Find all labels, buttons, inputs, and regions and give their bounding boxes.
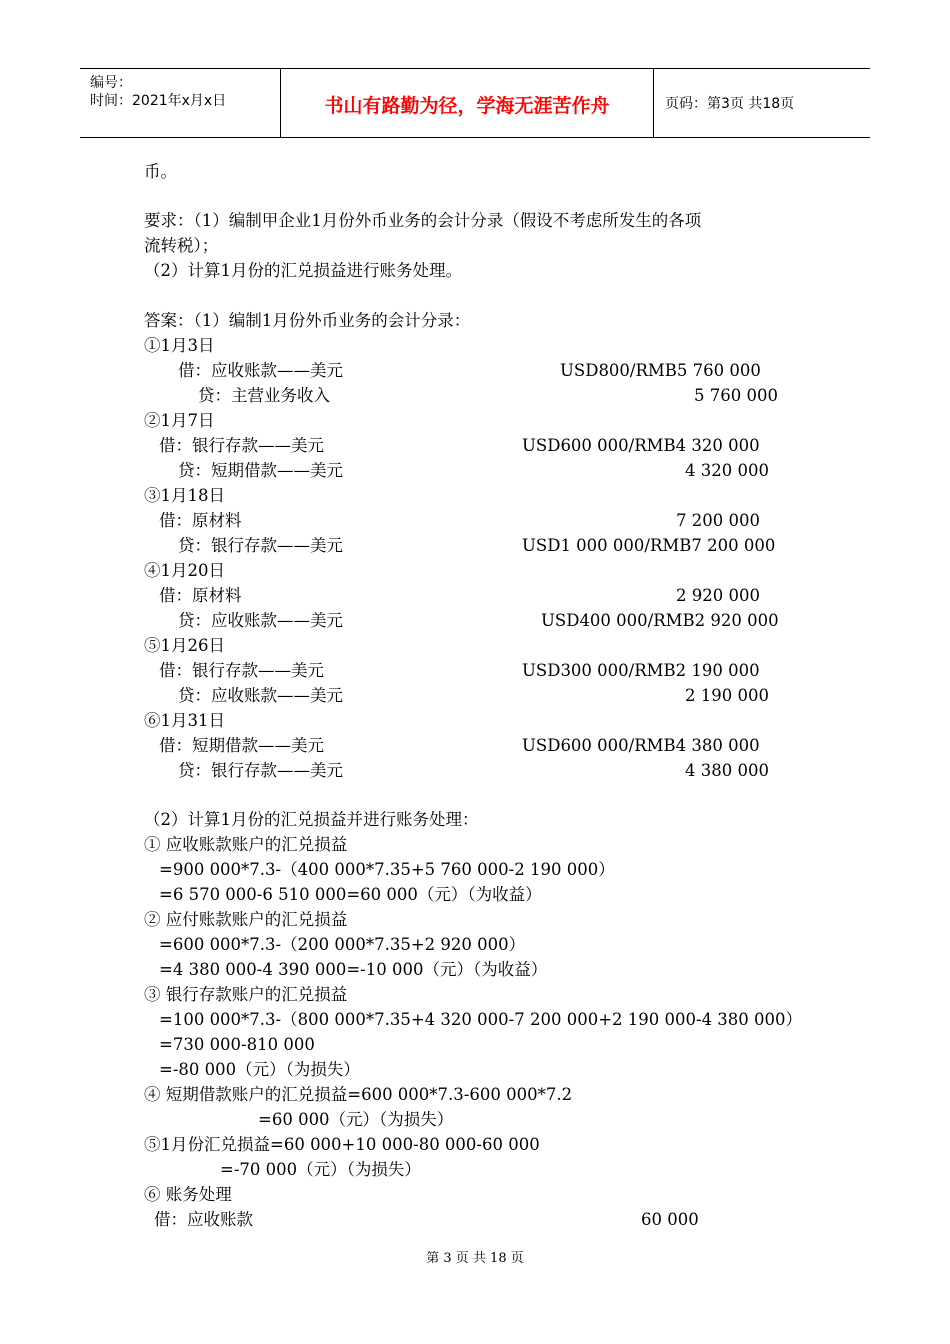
entry-account: 贷：银行存款——美元 <box>178 536 343 555</box>
entry-amount: USD300 000/RMB2 190 000 <box>522 661 760 680</box>
formula-line: =730 000-810 000 <box>159 1035 315 1054</box>
entry-account: 贷：短期借款——美元 <box>178 461 343 480</box>
text-line: ⑥ 账务处理 <box>144 1185 232 1204</box>
text-line: 要求：（1）编制甲企业1月份外币业务的会计分录（假设不考虑所发生的各项 <box>144 211 702 230</box>
entry-amount: 2 920 000 <box>676 586 760 605</box>
entry-date: ③1月18日 <box>144 486 225 505</box>
entry-amount: USD400 000/RMB2 920 000 <box>541 611 779 630</box>
formula-line: =6 570 000-6 510 000=60 000（元）（为收益） <box>159 885 542 904</box>
entry-date: ④1月20日 <box>144 561 225 580</box>
formula-line: =-80 000（元）（为损失） <box>159 1060 360 1079</box>
entry-account: 贷：应收账款——美元 <box>178 611 343 630</box>
entry-account: 借：银行存款——美元 <box>159 661 324 680</box>
entry-account: 借：应收账款 <box>154 1210 253 1229</box>
text-line: ④ 短期借款账户的汇兑损益=600 000*7.3-600 000*7.2 <box>144 1085 573 1104</box>
entry-account: 借：短期借款——美元 <box>159 736 324 755</box>
page-info: 页码：第3页 共18页 <box>665 96 795 112</box>
entry-date: ①1月3日 <box>144 336 215 355</box>
header-meta-cell <box>80 69 281 137</box>
text-line: ⑤1月份汇兑损益=60 000+10 000-80 000-60 000 <box>144 1135 540 1154</box>
entry-amount: USD800/RMB5 760 000 <box>560 361 761 380</box>
formula-line: =-70 000（元）（为损失） <box>220 1160 421 1179</box>
formula-line: =4 380 000-4 390 000=-10 000（元）（为收益） <box>159 960 548 979</box>
entry-date: ②1月7日 <box>144 411 215 430</box>
text-line: （2）计算1月份的汇兑损益进行账务处理。 <box>144 261 462 280</box>
entry-amount: 5 760 000 <box>694 386 778 405</box>
entry-amount: USD1 000 000/RMB7 200 000 <box>522 536 776 555</box>
text-line: ③ 银行存款账户的汇兑损益 <box>144 985 348 1004</box>
formula-line: =600 000*7.3-（200 000*7.35+2 920 000） <box>159 935 526 954</box>
entry-account: 借：原材料 <box>159 586 242 605</box>
header-motto-cell <box>281 69 654 137</box>
entry-account: 借：银行存款——美元 <box>159 436 324 455</box>
entry-amount: USD600 000/RMB4 380 000 <box>522 736 760 755</box>
page-header <box>80 68 870 138</box>
text-line: （2）计算1月份的汇兑损益并进行账务处理： <box>144 810 479 829</box>
text-line: 币。 <box>144 162 177 181</box>
text-line: ① 应收账款账户的汇兑损益 <box>144 835 348 854</box>
entry-account: 贷：应收账款——美元 <box>178 686 343 705</box>
text-line: 答案：（1）编制1月份外币业务的会计分录： <box>144 311 471 330</box>
entry-amount: 60 000 <box>641 1210 699 1229</box>
formula-line: =900 000*7.3-（400 000*7.35+5 760 000-2 190 000） <box>159 860 615 879</box>
text-line: ② 应付账款账户的汇兑损益 <box>144 910 348 929</box>
text-line: 流转税）； <box>144 236 219 255</box>
entry-amount: 4 320 000 <box>685 461 769 480</box>
page-footer: 第 3 页 共 18 页 <box>426 1251 524 1266</box>
entry-account: 借：应收账款——美元 <box>178 361 343 380</box>
entry-date: ⑥1月31日 <box>144 711 225 730</box>
entry-amount: 2 190 000 <box>685 686 769 705</box>
entry-amount: 7 200 000 <box>676 511 760 530</box>
date-line: 时间：2021年x月x日 <box>90 93 227 109</box>
entry-amount: 4 380 000 <box>685 761 769 780</box>
number-label: 编号： <box>90 75 132 91</box>
formula-line: =100 000*7.3-（800 000*7.35+4 320 000-7 200 000+2 190 000-4 380 000） <box>159 1010 803 1029</box>
motto: 书山有路勤为径，学海无涯苦作舟 <box>324 95 610 117</box>
entry-account: 贷：主营业务收入 <box>198 386 330 405</box>
entry-amount: USD600 000/RMB4 320 000 <box>522 436 760 455</box>
formula-line: =60 000（元）（为损失） <box>258 1110 454 1129</box>
entry-date: ⑤1月26日 <box>144 636 225 655</box>
entry-account: 借：原材料 <box>159 511 242 530</box>
entry-account: 贷：银行存款——美元 <box>178 761 343 780</box>
